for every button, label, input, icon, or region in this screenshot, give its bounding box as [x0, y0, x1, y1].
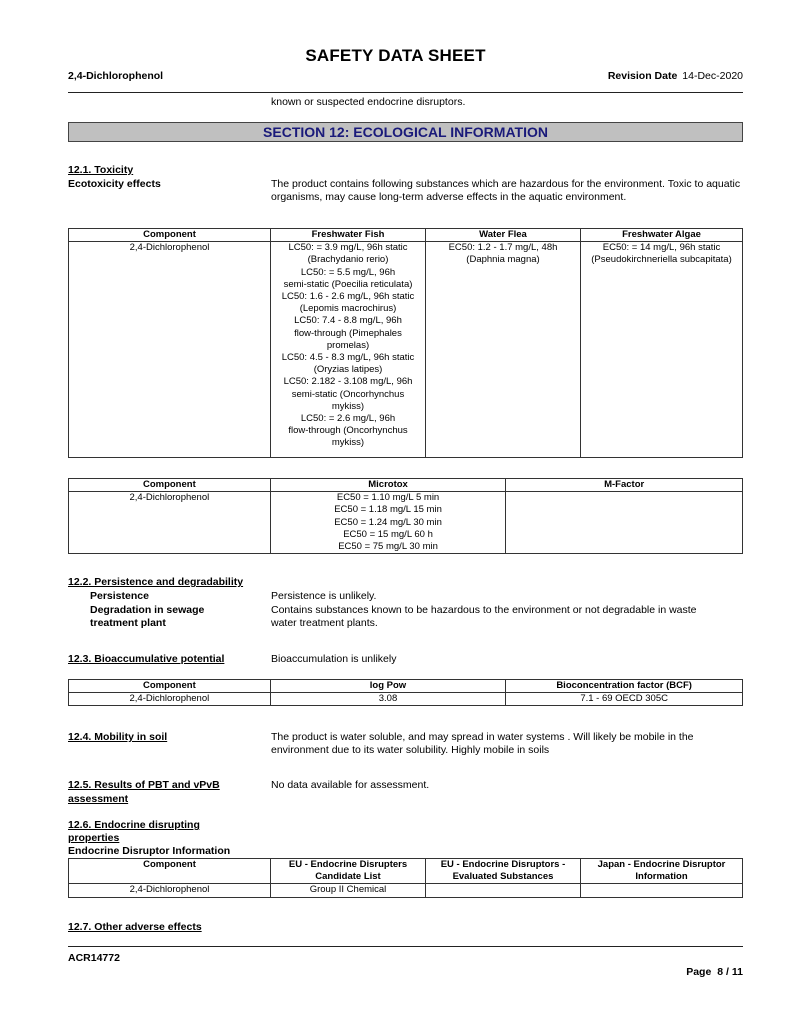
cell-line: mykiss) — [331, 437, 365, 449]
table-row — [69, 242, 743, 458]
cell-line: (Pseudokirchneriella subcapitata) — [591, 254, 732, 266]
cell-line: (Brachydanio rerio) — [307, 254, 389, 266]
cell-line: LC50: 2.182 - 3.108 mg/L, 96h — [283, 376, 413, 388]
component-cell: 2,4-Dichlorophenol — [69, 492, 271, 554]
japan-cell — [581, 884, 743, 897]
cell-line: flow-through (Pimephales — [294, 327, 402, 339]
table-row — [69, 884, 743, 897]
cell-line: (Lepomis macrochirus) — [299, 303, 397, 315]
page-number — [686, 966, 743, 978]
toxicity-table — [68, 228, 743, 458]
table-header-row — [69, 479, 743, 492]
degradation-label-line1: Degradation in sewage — [90, 604, 205, 616]
pbt-heading-line2: assessment — [68, 793, 129, 805]
table-header-row — [69, 680, 743, 693]
cell-line: LC50: 7.4 - 8.8 mg/L, 96h — [294, 315, 402, 327]
table-header-row — [69, 859, 743, 884]
freshwater-algae-cell — [581, 242, 743, 458]
column-header — [271, 859, 426, 884]
cell-line: flow-through (Oncorhynchus — [288, 425, 408, 437]
table-row — [69, 492, 743, 554]
column-header: Component — [69, 479, 271, 492]
header-line: Candidate List — [315, 871, 381, 883]
cell-line: promelas) — [326, 339, 370, 351]
cell-line: LC50: = 5.5 mg/L, 96h — [300, 266, 396, 278]
degradation-label-line2: treatment plant — [90, 617, 166, 629]
degradation-text-line1: Contains substances known to be hazardous to the environment or not degradable in waste — [271, 604, 697, 616]
persistence-label: Persistence — [90, 590, 149, 602]
column-header: Component — [69, 680, 271, 693]
header-line: EU - Endocrine Disruptors - — [440, 859, 566, 870]
toxicity-heading: 12.1. Toxicity — [68, 164, 134, 176]
water-flea-cell — [426, 242, 581, 458]
column-header — [69, 859, 271, 884]
header-line: Component — [143, 859, 196, 870]
cell-line: EC50 = 1.10 mg/L 5 min — [336, 492, 440, 504]
column-header: Microtox — [270, 479, 506, 492]
ecotoxicity-label: Ecotoxicity effects — [68, 178, 161, 190]
endocrine-heading-line2: properties — [68, 832, 120, 844]
cell-line: EC50: = 14 mg/L, 96h static — [602, 242, 721, 254]
component-cell: 2,4-Dichlorophenol — [69, 242, 271, 458]
component-cell: 2,4-Dichlorophenol — [69, 884, 271, 897]
column-header: Water Flea — [426, 229, 581, 242]
endocrine-heading-line1: 12.6. Endocrine disrupting — [68, 819, 200, 831]
mobility-text-line1: The product is water soluble, and may spread in water systems . Will likely be mobile in the — [271, 731, 694, 743]
cell-line: EC50 = 1.18 mg/L 15 min — [334, 504, 442, 516]
cell-line: (Oryzias latipes) — [313, 364, 383, 376]
eu-candidate-cell: Group II Chemical — [271, 884, 426, 897]
degradation-text-line2: water treatment plants. — [271, 617, 378, 629]
table-header-row — [69, 229, 743, 242]
pbt-text: No data available for assessment. — [271, 779, 430, 791]
cell-line: semi-static (Poecilia reticulata) — [283, 278, 413, 290]
carryover-text: known or suspected endocrine disruptors. — [271, 96, 466, 108]
table-row — [69, 693, 743, 706]
endocrine-info-label: Endocrine Disruptor Information — [68, 845, 231, 857]
cell-line: EC50: 1.2 - 1.7 mg/L, 48h — [448, 242, 558, 254]
cell-line: semi-static (Oncorhynchus — [291, 388, 405, 400]
endocrine-table — [68, 858, 743, 898]
footer-divider — [68, 946, 743, 947]
cell-line: LC50: = 2.6 mg/L, 96h — [300, 413, 396, 425]
eu-evaluated-cell — [426, 884, 581, 897]
column-header — [581, 859, 743, 884]
cell-line: EC50 = 75 mg/L 30 min — [338, 541, 438, 553]
cell-line: EC50 = 1.24 mg/L 30 min — [334, 516, 442, 528]
cell-line: LC50: = 3.9 mg/L, 96h static — [288, 242, 408, 254]
m-factor-cell — [506, 492, 743, 554]
cell-line: LC50: 1.6 - 2.6 mg/L, 96h static — [281, 291, 415, 303]
column-header: Component — [69, 229, 271, 242]
pbt-heading-line1: 12.5. Results of PBT and vPvB — [68, 779, 220, 791]
revision-date — [608, 70, 743, 82]
bioaccumulation-heading: 12.3. Bioaccumulative potential — [68, 653, 225, 665]
page-label: Page — [686, 966, 712, 978]
cell-line: mykiss) — [331, 400, 365, 412]
column-header — [426, 859, 581, 884]
page-value: 8 / 11 — [717, 966, 743, 978]
mobility-heading: 12.4. Mobility in soil — [68, 731, 168, 743]
mobility-text-line2: environment due to its water solubility. Highly mobile in soils — [271, 744, 550, 756]
other-effects-heading: 12.7. Other adverse effects — [68, 921, 202, 933]
column-header: M-Factor — [506, 479, 743, 492]
column-header: log Pow — [270, 680, 506, 693]
revision-date-label: Revision Date — [607, 70, 678, 82]
document-title: SAFETY DATA SHEET — [305, 46, 486, 65]
section-12-header: SECTION 12: ECOLOGICAL INFORMATION — [68, 122, 743, 142]
product-name: 2,4-Dichlorophenol — [68, 70, 164, 82]
column-header: Freshwater Fish — [271, 229, 426, 242]
cell-line: (Daphnia magna) — [466, 254, 540, 266]
persistence-text: Persistence is unlikely. — [271, 590, 377, 602]
header-divider — [68, 92, 743, 93]
bcf-cell: 7.1 - 69 OECD 305C — [506, 693, 743, 706]
microtox-table — [68, 478, 743, 554]
log-pow-cell: 3.08 — [270, 693, 506, 706]
cell-line: LC50: 4.5 - 8.3 mg/L, 96h static — [281, 352, 415, 364]
header-line: EU - Endocrine Disrupters — [288, 859, 408, 870]
header-line: Information — [635, 871, 688, 883]
column-header: Bioconcentration factor (BCF) — [506, 680, 743, 693]
document-code: ACR14772 — [68, 952, 120, 964]
header-line: Evaluated Substances — [452, 871, 554, 883]
header-line: Japan - Endocrine Disruptor — [597, 859, 726, 870]
bioaccumulation-table — [68, 679, 743, 706]
persistence-heading: 12.2. Persistence and degradability — [68, 576, 244, 588]
bioaccumulation-text: Bioaccumulation is unlikely — [271, 653, 397, 665]
revision-date-value: 14-Dec-2020 — [682, 70, 743, 82]
cell-line: EC50 = 15 mg/L 60 h — [343, 528, 433, 540]
freshwater-fish-cell — [271, 242, 426, 458]
component-cell: 2,4-Dichlorophenol — [69, 693, 271, 706]
column-header: Freshwater Algae — [581, 229, 743, 242]
ecotoxicity-text: The product contains following substances which are hazardous for the environment. Toxic to aquatic organisms, may cause long-term adverse effects in the aquatic environment. — [271, 178, 741, 203]
microtox-cell — [270, 492, 506, 554]
